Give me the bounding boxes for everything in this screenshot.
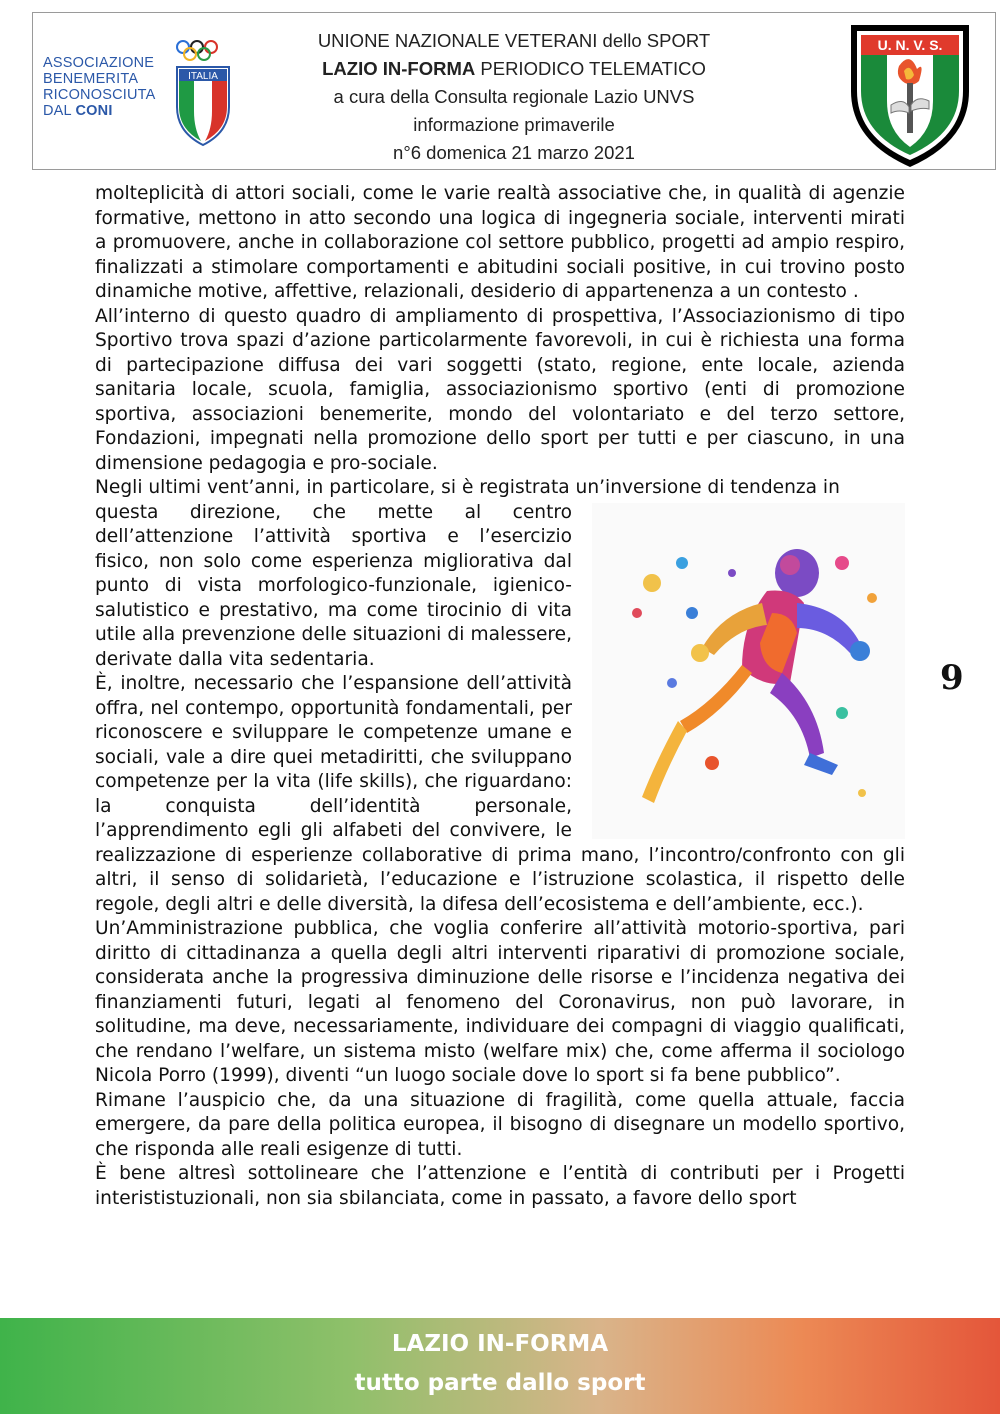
footer-slogan: tutto parte dallo sport [354, 1370, 646, 1396]
footer-title: LAZIO IN-FORMA [391, 1331, 609, 1357]
header-title-block [213, 27, 815, 167]
page-footer [0, 1318, 1000, 1414]
coni-logo [43, 37, 233, 157]
page-number: 9 [940, 658, 964, 698]
header-line-3: a cura della Consulta regionale Lazio UNVS [333, 86, 695, 107]
paragraph: Un’Amministrazione pubblica, che voglia conferire all’attività motorio-sportiva, pari diritto di cittadinanza a quella degli altri interventi riparativi di promozione sociale, considerata anche la progressiva diminuzione delle risorse e l’incidenza negativa dei finanziamenti futuri, legati al fenomeno del Coronavirus, non può lavorare, in solitudine, ma deve, necessariamente, individuare dei compagni di viaggio qualificati, che rendano l’welfare, un sistema misto (welfare mix) che, come afferma il sociologo Nicola Porro (1999), diventi “un luogo sociale dove lo sport si fa bene pubblico”. [95, 918, 905, 1086]
svg-text:U. N. V. S.: U. N. V. S. [877, 37, 943, 53]
runner-splash-illustration [592, 503, 905, 839]
unvs-logo-torch-icon [847, 21, 973, 169]
page-header [32, 12, 996, 170]
paragraph: È, inoltre, necessario che l’espansione dell’attività offra, nel contempo, opportunità fondamentali, per riconoscere e sviluppare le competenze umane e sociali, vale a dire quei metadiritti, che sviluppano competenze per la vita (life skills), che riguardano: la conquista dell’identità personale, l’apprendimento egli gli alfabeti del convivere, le realizzazione di esperienze collaborative di prima mano, l’incontro/confronto con gli altri, il senso di solidarietà, l’educazione e l’istruzione scolastica, il rispetto delle regole, degli altri e delle diversità, la difesa dell’ecosistema e dell’ambiente, ecc.). [95, 673, 905, 915]
paragraph: All’interno di questo quadro di ampliamento di prospettiva, l’Associazionismo di tipo Sportivo trova spazi d’azione particolarmente favorevoli, in cui è richiesta una forma di partecipazione diffusa dei vari soggetti (stato, regione, ente locale, azienda sanitaria locale, scuola, famiglia, associazionismo sportivo (enti di promozione sportiva, associazioni benemerite, mondo del volontariato e del terzo settore, Fondazioni, impegnati nella promozione dello sport per tutti e per ciascuno, in una dimensione pedagogia e pro-sociale. [95, 305, 905, 474]
paragraph: Rimane l’auspicio che, da una situazione di fragilità, come quella attuale, faccia emergere, da pare della politica europea, il bisogno di disegnare un modello sportivo, che risponda alle reali esigenze di tutti. [95, 1089, 905, 1160]
header-line-5: n°6 domenica 21 marzo 2021 [393, 142, 635, 163]
header-line-2: LAZIO IN-FORMA PERIODICO TELEMATICO [322, 58, 706, 79]
header-line-4: informazione primaverile [413, 114, 615, 135]
paragraph: Negli ultimi vent’anni, in particolare, si è registrata un’inversione di tendenza in [95, 477, 840, 498]
paragraph: È bene altresì sottolineare che l’attenzione e l’entità di contributi per i Progetti interististuzionali, non sia sbilanciata, come in passato, a favore dello sport [95, 1163, 905, 1209]
paragraph: questa direzione, che mette al centro dell’attenzione l’attività sportiva e l’esercizio fisico, non solo come esperienza migliorativa dal punto di vista morfologico-funzionale, igienico-salutistico e prestativo, ma come tirocinio di vita utile alla prevenzione delle situazioni di malessere, derivate dalla vita sedentaria. [95, 501, 572, 670]
svg-text:ITALIA: ITALIA [188, 71, 218, 82]
coni-logo-text: ASSOCIAZIONE BENEMERITA RICONOSCIUTA DAL CONI [43, 55, 156, 119]
header-line-1: UNIONE NAZIONALE VETERANI dello SPORT [317, 30, 711, 51]
article-body [95, 182, 905, 1211]
paragraph: molteplicità di attori sociali, come le varie realtà associative che, in qualità di agenzie formative, mettono in atto secondo una logica di ingegneria sociale, interventi mirati a promuovere, anche in collaborazione col settore pubblico, progetti ad ampio respiro, finalizzati a stimolare comportamenti e abitudini sociali positive, in cui trovino posto dinamiche motive, affettive, relazionali, desiderio di appartenenza a un contesto . [95, 183, 905, 302]
